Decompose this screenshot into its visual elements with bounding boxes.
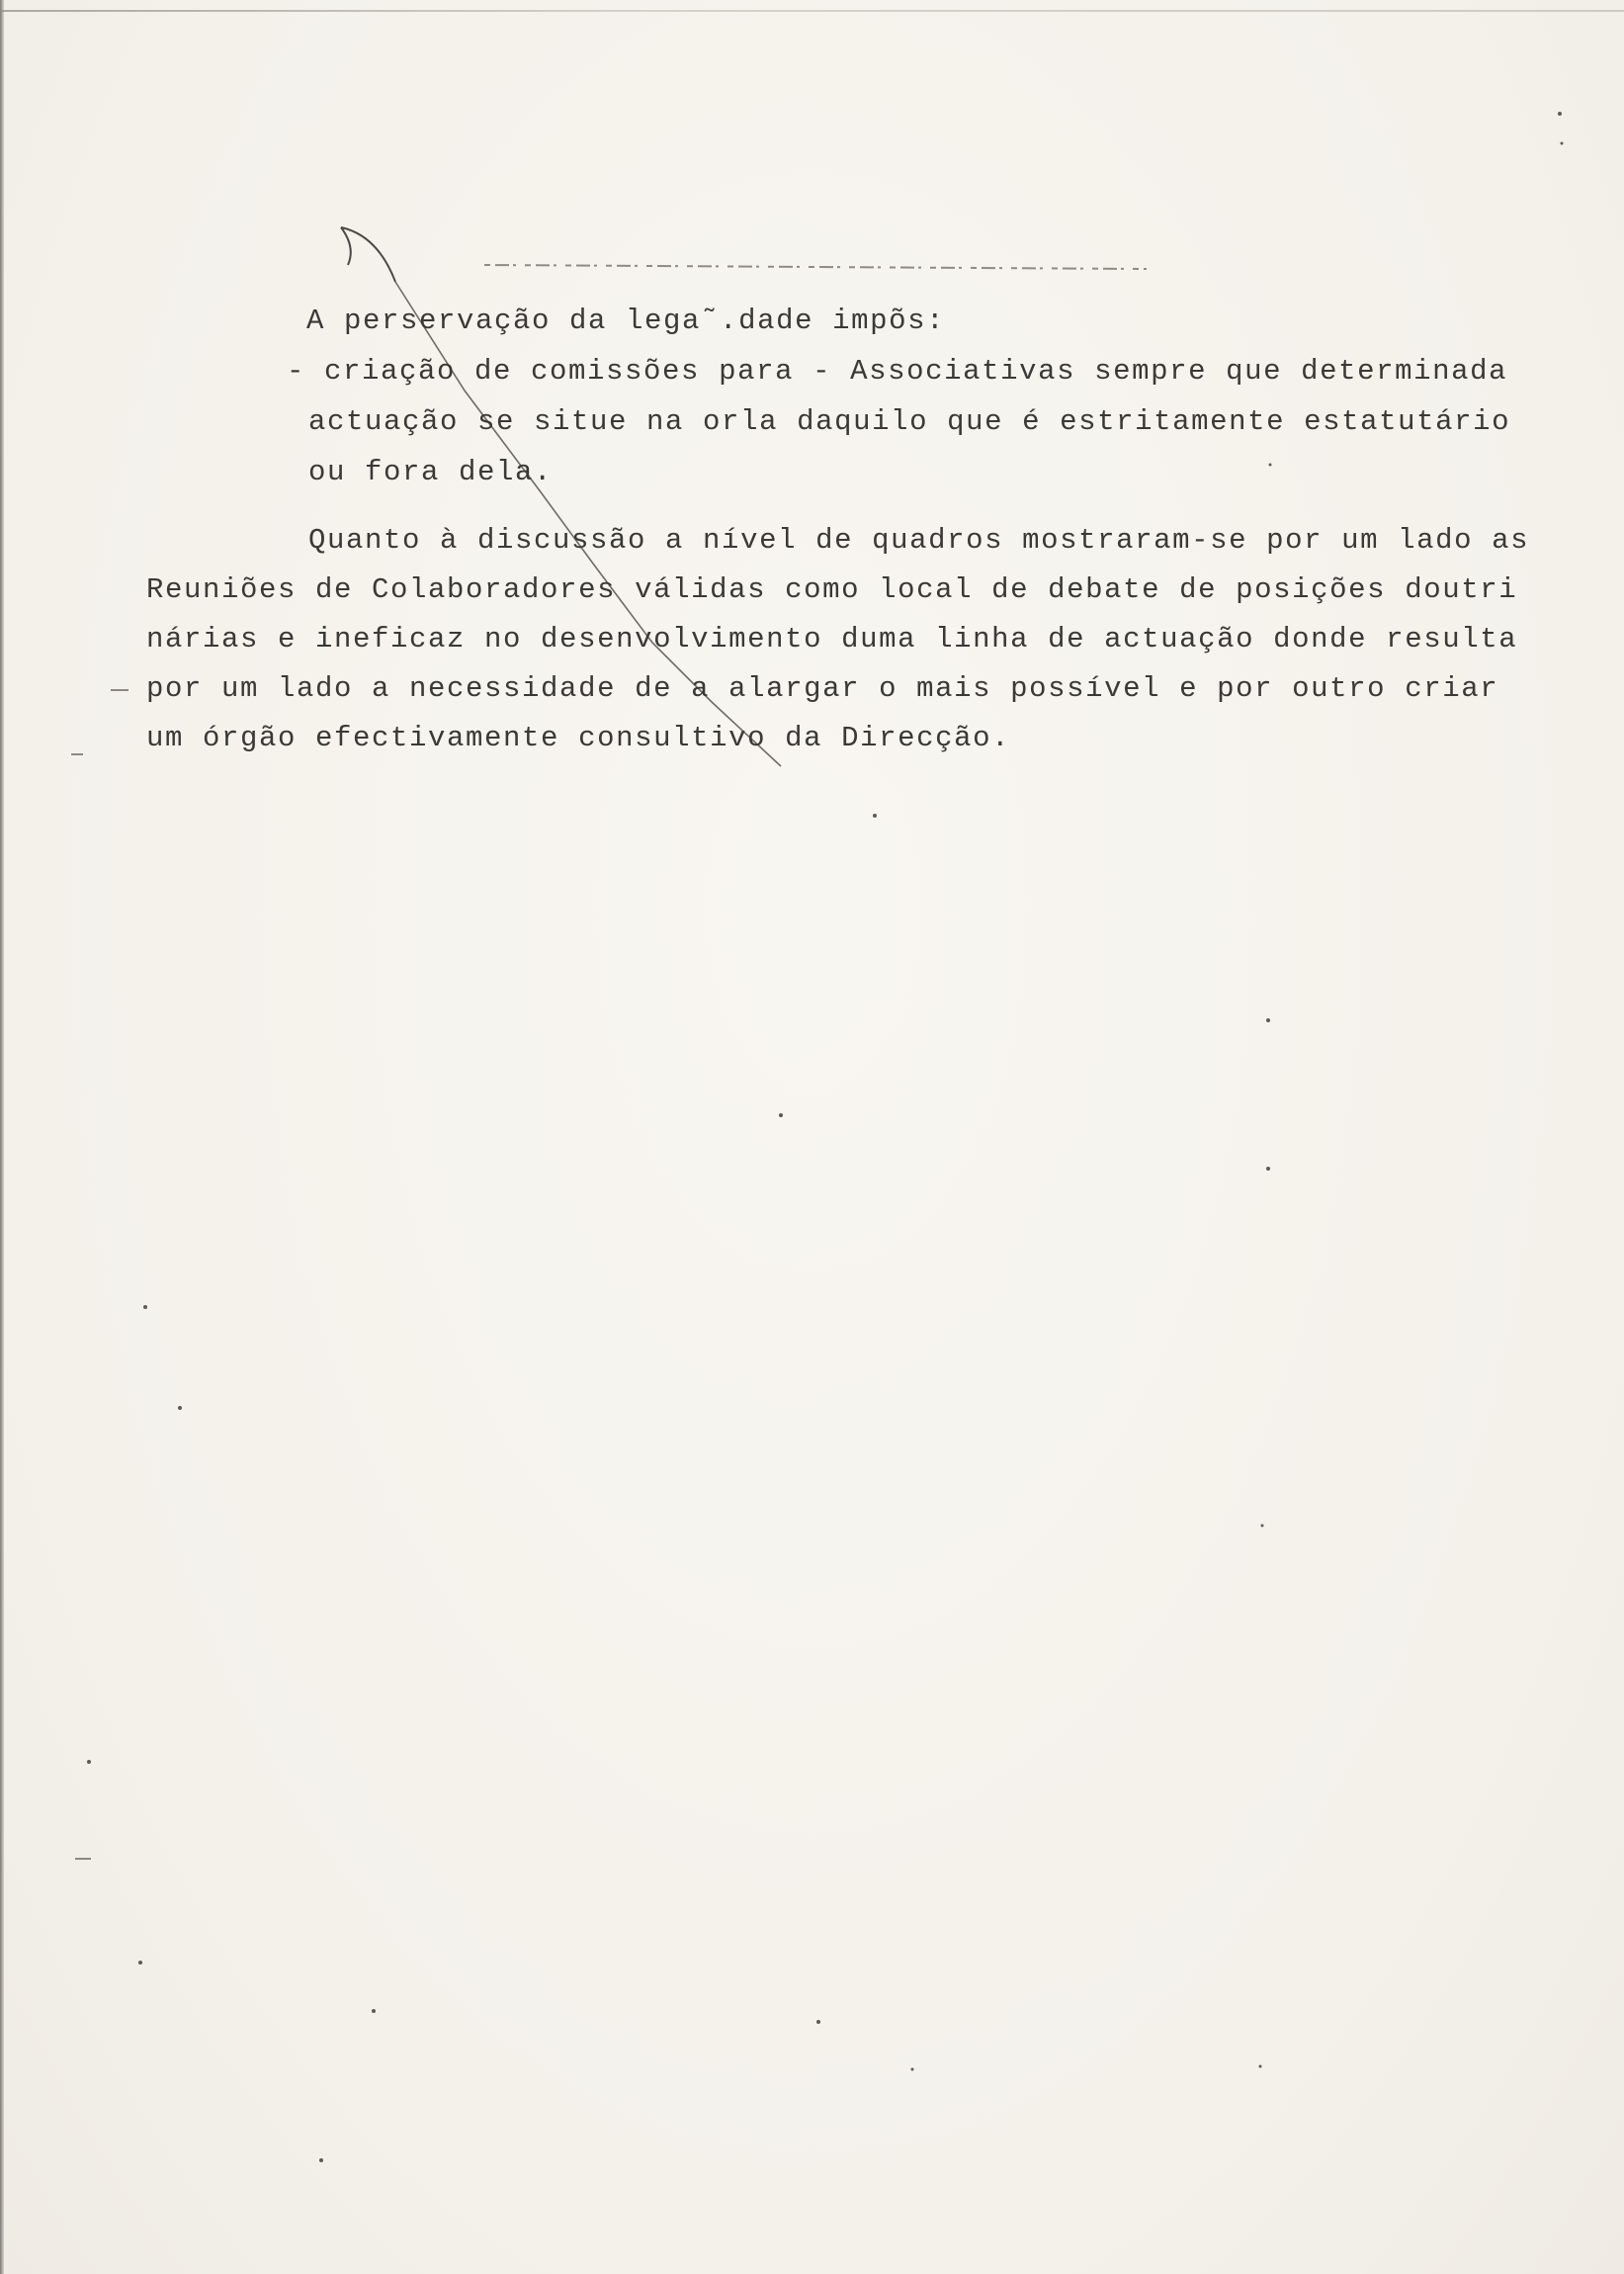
section2-line5: um órgão efectivamente consultivo da Direcção.: [146, 722, 1011, 754]
section1-item-line3: ou fora dela.: [308, 456, 554, 488]
section2-line1: Quanto à discussão a nível de quadros mostraram-se por um lado as: [308, 524, 1530, 557]
section2-line3: nárias e ineficaz no desenvolvimento duma linha de actuação donde resulta: [146, 623, 1518, 656]
section2-line2: Reuniões de Colaboradores válidas como local de debate de posições doutri: [146, 573, 1518, 606]
section2-line4: por um lado a necessidade de a alargar o mais possível e por outro criar: [146, 672, 1499, 705]
section1-item-line2: actuação se situe na orla daquilo que é estritamente estatutário: [308, 405, 1511, 438]
section1-heading: A perservação da lega˜.dade impõs:: [306, 305, 946, 337]
section1-item-line1: - criação de comissões para - Associativas sempre que determinada: [287, 355, 1508, 388]
